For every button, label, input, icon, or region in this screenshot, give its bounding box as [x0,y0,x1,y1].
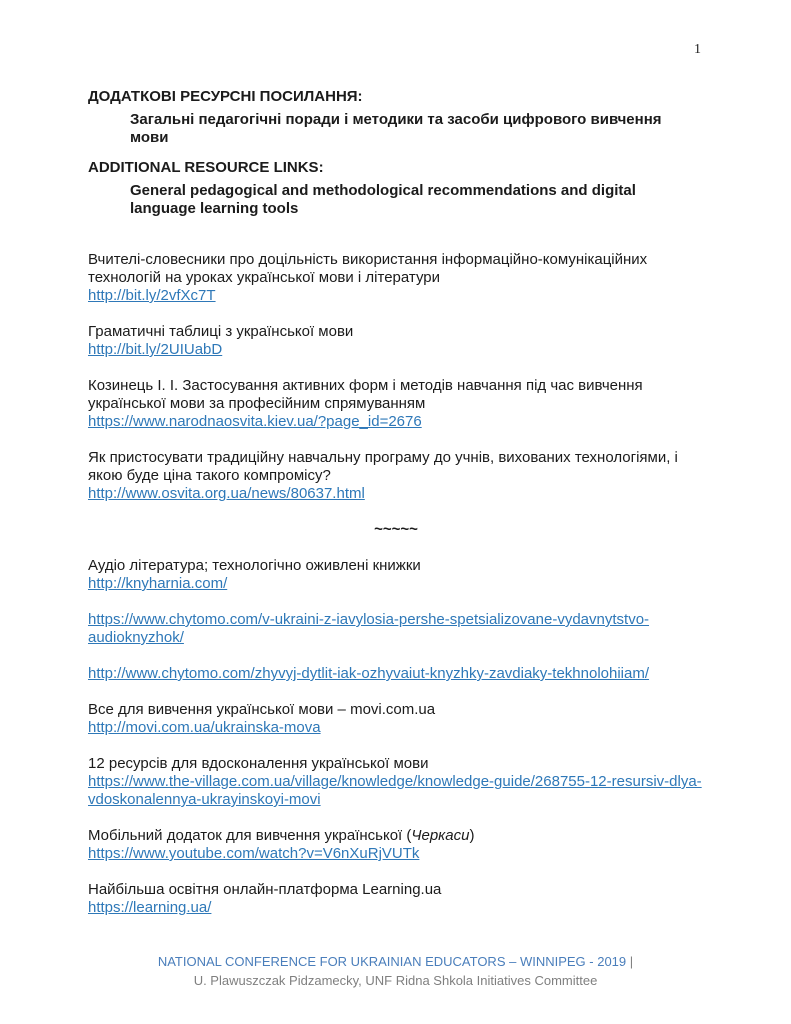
resource-list [88,251,704,917]
footer-conference-text: NATIONAL CONFERENCE FOR UKRAINIAN EDUCATORS – WINNIPEG - 2019 [157,954,627,969]
header-en [88,159,704,218]
resource-text-plain: ) [469,827,475,844]
footer [0,952,791,990]
resource-link[interactable]: https://www.narodnaosvita.kiev.ua/?page_id=2676 [88,413,422,430]
doc-subtitle-uk: Загальні педагогічні поради і методики та засоби цифрового вивчення мови [130,111,662,146]
resource-item [88,377,704,431]
resource-text: Найбільша освітня онлайн-платформа Learning.ua [88,881,442,898]
resource-text: Все для вивчення української мови – movi.com.ua [88,701,436,718]
footer-author-line: U. Plawuszczak Pidzamecky, UNF Ridna Shkola Initiatives Committee [193,973,598,988]
resource-item [88,755,704,809]
resource-link[interactable]: http://www.chytomo.com/zhyvyj-dytlit-iak-ozhyvaiut-knyzhky-zavdiaky-tekhnolohiiam/ [88,665,650,682]
resource-item [88,449,704,503]
resource-text: Вчителі-словесники про доцільність використання інформаційно-комунікаційних технологій на уроках української мови і літератури [88,251,648,286]
resource-link[interactable]: https://www.youtube.com/watch?v=V6nXuRjVUTk [88,845,420,862]
resource-text: Як пристосувати традиційну навчальну програму до учнів, вихованих технологіями, і якою буде ціна такого компромісу? [88,449,678,484]
resource-link[interactable]: http://movi.com.ua/ukrainska-mova [88,719,321,736]
page-number: 1 [694,42,701,57]
doc-title-uk: ДОДАТКОВІ РЕСУРСНІ ПОСИЛАННЯ: [88,88,363,105]
resource-link[interactable]: https://learning.ua/ [88,899,212,916]
resource-text-italic: Черкаси [411,827,470,844]
resource-item [88,323,704,359]
footer-divider: | [629,954,634,969]
resource-link[interactable]: http://knyharnia.com/ [88,575,228,592]
resource-text: Граматичні таблиці з української мови [88,323,354,340]
resource-text: Аудіо література; технологічно оживлені книжки [88,557,421,574]
footer-conference-line [0,952,791,971]
resource-item [88,611,704,647]
resource-link[interactable]: https://www.the-village.com.ua/village/knowledge/knowledge-guide/268755-12-resursiv-dlya-vdoskonalennya-ukrayinskoyi-movi [88,773,702,808]
resource-item [88,665,704,683]
document-body [88,88,704,935]
doc-title-en: ADDITIONAL RESOURCE LINKS: [88,159,324,176]
resource-link[interactable]: http://www.osvita.org.ua/news/80637.html [88,485,365,502]
resource-item [88,251,704,305]
resource-text [88,827,704,845]
resource-text: Козинець І. І. Застосування активних форм і методів навчання під час вивчення української мови за професійним спрямуванням [88,377,643,412]
resource-item [88,701,704,737]
resource-link[interactable]: http://bit.ly/2vfXc7T [88,287,216,304]
resource-text-plain: Мобільний додаток для вивчення української ( [88,827,412,844]
resource-item [88,827,704,863]
resource-item [88,557,704,593]
resource-link[interactable]: https://www.chytomo.com/v-ukraini-z-iavylosia-pershe-spetsializovane-vydavnytstvo-audioknyzhok/ [88,611,650,646]
resource-link[interactable]: http://bit.ly/2UIUabD [88,341,223,358]
doc-subtitle-en: General pedagogical and methodological recommendations and digital language learning tools [130,182,636,217]
header-uk [88,88,704,147]
resource-text: 12 ресурсів для вдосконалення української мови [88,755,429,772]
resource-item [88,881,704,917]
section-separator: ~~~~~ [374,521,418,538]
